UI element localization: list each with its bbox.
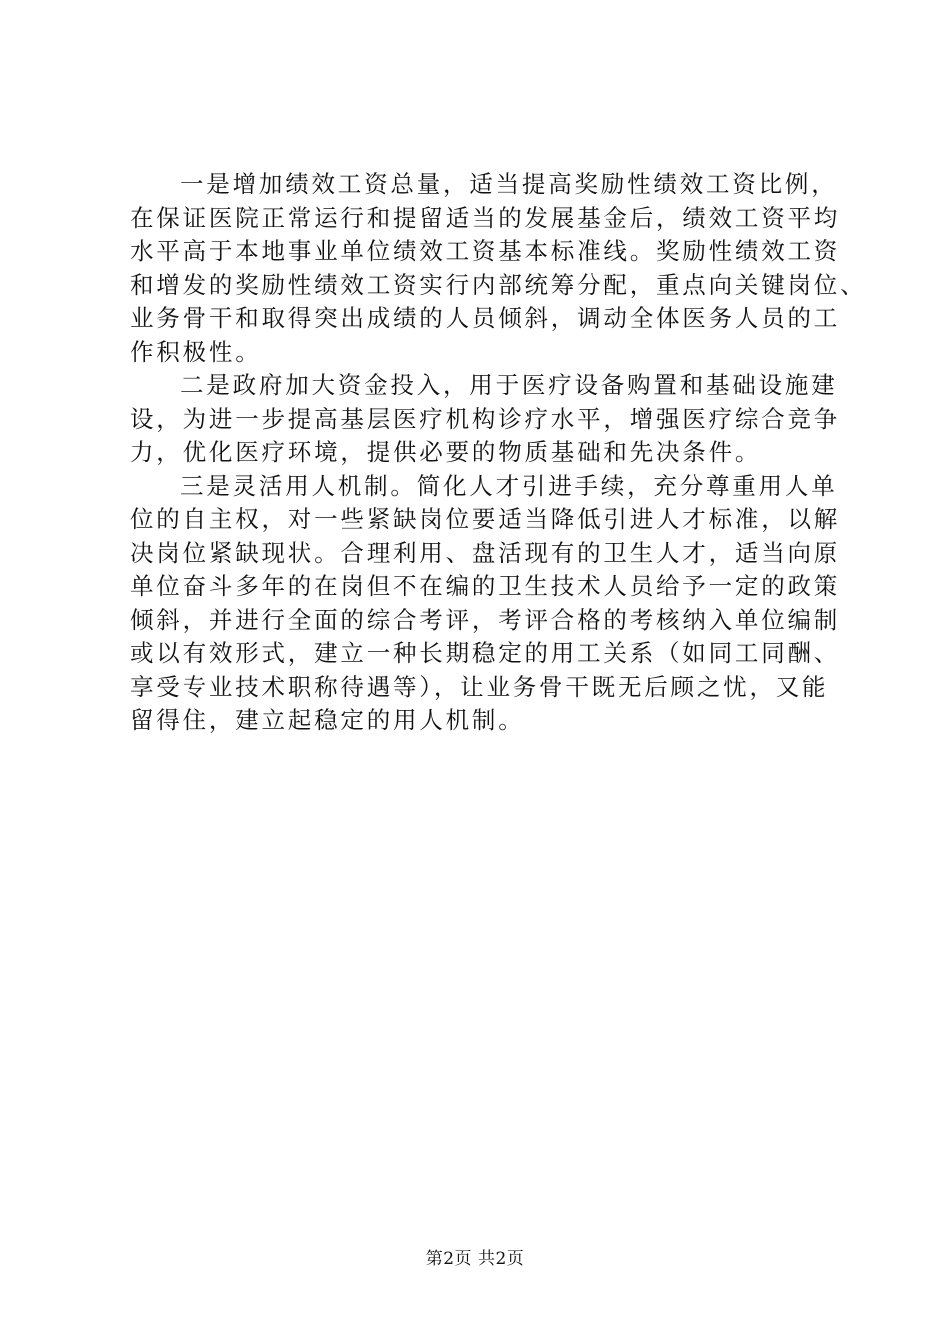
- paragraph-line: 三是灵活用人机制。简化人才引进手续，充分尊重用人单: [180, 471, 838, 500]
- paragraph-line: 力，优化医疗环境，提供必要的物质基础和先决条件。: [130, 438, 762, 466]
- paragraph-line: 享受专业技术职称待遇等），让业务骨干既无后顾之忧，又能: [130, 672, 829, 701]
- paragraph-government-investment: [130, 369, 840, 470]
- paragraph-line: 水平高于本地事业单位绩效工资基本标准线。奖励性绩效工资: [130, 237, 841, 265]
- paragraph-line: 位的自主权，对一些紧缺岗位要适当降低引进人才标准，以解: [130, 505, 841, 533]
- document-body: [130, 168, 867, 738]
- paragraph-staffing-mechanism: [130, 470, 840, 738]
- page-number-footer: 第2页 共2页: [425, 1249, 525, 1269]
- paragraph-line: 业务骨干和取得突出成绩的人员倾斜，调动全体医务人员的工: [130, 304, 841, 332]
- paragraph-line: 和增发的奖励性绩效工资实行内部统筹分配，重点向关键岗位、: [130, 270, 867, 299]
- paragraph-line: 留得住，建立起稳定的用人机制。: [130, 706, 525, 734]
- paragraph-line: 作积极性。: [130, 337, 262, 366]
- paragraph-line: 倾斜，并进行全面的综合考评，考评合格的考核纳入单位编制: [130, 605, 841, 634]
- paragraph-line: 决岗位紧缺现状。合理利用、盘活现有的卫生人才，适当向原: [130, 538, 841, 567]
- paragraph-line: 二是政府加大资金投入，用于医疗设备购置和基础设施建: [180, 371, 838, 399]
- paragraph-line: 或以有效形式，建立一种长期稳定的用工关系（如同工同酬、: [130, 639, 841, 667]
- paragraph-line: 一是增加绩效工资总量，适当提高奖励性绩效工资比例，: [180, 170, 838, 198]
- paragraph-line: 设，为进一步提高基层医疗机构诊疗水平，增强医疗综合竞争: [130, 404, 841, 433]
- paragraph-line: 在保证医院正常运行和提留适当的发展基金后，绩效工资平均: [130, 203, 841, 232]
- paragraph-performance-pay: [130, 168, 867, 369]
- paragraph-line: 单位奋斗多年的在岗但不在编的卫生技术人员给予一定的政策: [130, 572, 841, 600]
